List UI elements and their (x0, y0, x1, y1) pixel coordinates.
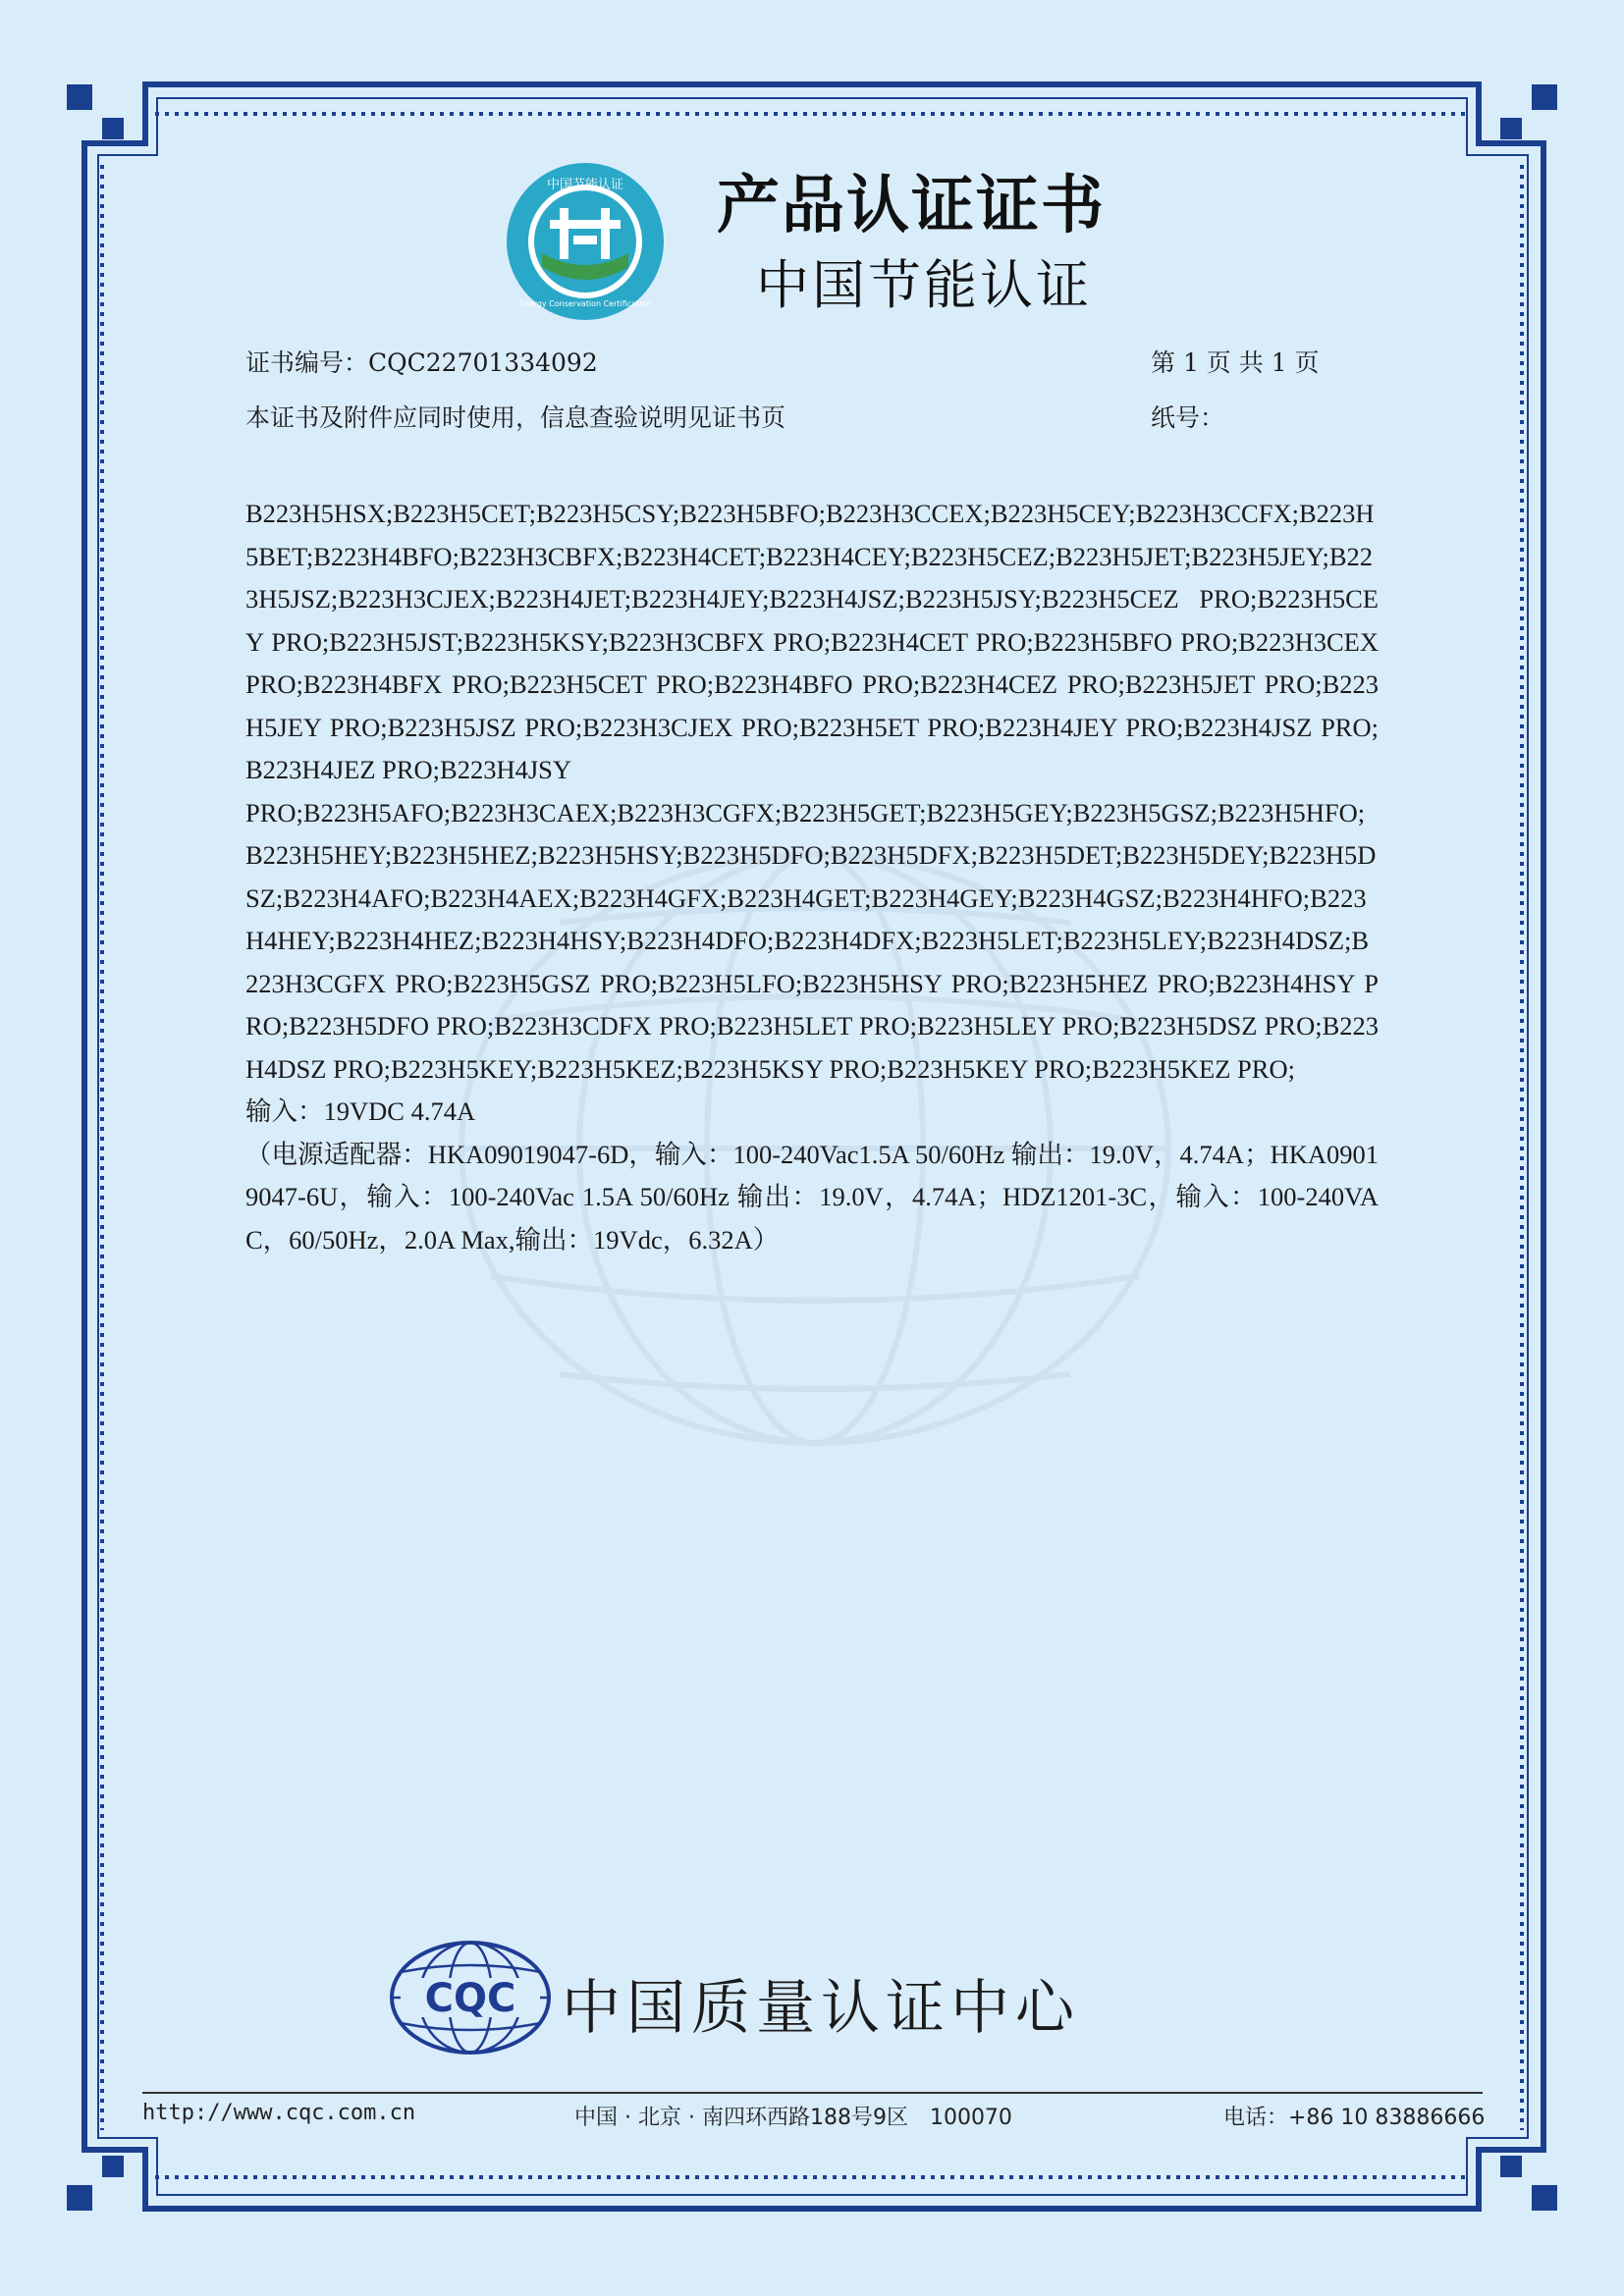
footer-divider (142, 2092, 1483, 2094)
cert-number: CQC22701334092 (368, 348, 598, 377)
footer-address: 中国 · 北京 · 南四环西路188号9区 100070 (574, 2106, 1012, 2130)
certificate-subtitle: 中国节能认证 (756, 254, 1092, 316)
footer-url: http://www.cqc.com.cn (142, 2101, 416, 2125)
notice-line (245, 399, 1384, 434)
notice-text: 本证书及附件应同时使用，信息查验说明见证书页 (245, 403, 786, 432)
certificate-body (245, 493, 1379, 1261)
cqc-logo (387, 1939, 554, 2056)
cert-number-label: 证书编号： (245, 348, 369, 377)
model-list: B223H5HSX;B223H5CET;B223H5CSY;B223H5BFO;B223H3CCEX;B223H5CEY;B223H3CCFX;B223H5BET;B223H4BFO;B223H3CBFX;B223H4CET;B223H4CEY;B223H5CEZ;B223H5JET;B223H5JEY;B223H5JSZ;B223H3CJEX;B223H4JET;B223H4JEY;B223H4JSZ;B223H5JSY;B223H5CEZ PRO;B223H5CEY PRO;B223H5JST;B223H5KSY;B223H3CBFX PRO;B223H4CET PRO;B223H5BFO PRO;B223H3CEX PRO;B223H4BFX PRO;B223H5CET PRO;B223H4BFO PRO;B223H4CEZ PRO;B223H5JET PRO;B223H5JEY PRO;B223H5JSZ PRO;B223H3CJEX PRO;B223H5ET PRO;B223H4JEY PRO;B223H4JSZ PRO;B223H4JEZ PRO;B223H4JSY (245, 499, 1379, 784)
logo-text-bottom: Energy Conservation Certification (518, 299, 652, 308)
paper-number-label: 纸号： (1151, 403, 1225, 432)
certificate-title: 产品认证证书 (717, 170, 1106, 242)
footer-phone: 电话：+86 10 83886666 (1223, 2106, 1486, 2130)
organization-name: 中国质量认证中心 (562, 1974, 1080, 2043)
energy-conservation-logo (503, 159, 668, 324)
cert-number-line (245, 344, 1384, 379)
page-info: 第 1 页 共 1 页 (1151, 348, 1320, 377)
adapter-info: （电源适配器：HKA09019047-6D，输入：100-240Vac1.5A 50/60Hz 输出：19.0V，4.74A；HKA09019047-6U，输入：100-240Vac 1.5A 50/60Hz 输出：19.0V，4.74A；HDZ1201-3C，输入：100-240VAC，60/50Hz，2.0A Max,输出：19Vdc，6.32A） (245, 1139, 1379, 1255)
logo-text-top: 中国节能认证 (546, 178, 624, 192)
model-list-continued: PRO;B223H5AFO;B223H3CAEX;B223H3CGFX;B223H5GET;B223H5GEY;B223H5GSZ;B223H5HFO;B223H5HEY;B223H5HEZ;B223H5HSY;B223H5DFO;B223H5DFX;B223H5DET;B223H5DEY;B223H5DSZ;B223H4AFO;B223H4AEX;B223H4GFX;B223H4GET;B223H4GEY;B223H4GSZ;B223H4HFO;B223H4HEY;B223H4HEZ;B223H4HSY;B223H4DFO;B223H4DFX;B223H5LET;B223H5LEY;B223H4DSZ;B223H3CGFX PRO;B223H5GSZ PRO;B223H5LFO;B223H5HSY PRO;B223H5HEZ PRO;B223H4HSY PRO;B223H5DFO PRO;B223H3CDFX PRO;B223H5LET PRO;B223H5LEY PRO;B223H5DSZ PRO;B223H4DSZ PRO;B223H5KEY;B223H5KEZ;B223H5KSY PRO;B223H5KEY PRO;B223H5KEZ PRO; (245, 797, 1379, 1084)
input-rating: 输入：19VDC 4.74A (245, 1096, 476, 1126)
cqc-logo-text: CQC (424, 1976, 516, 2021)
